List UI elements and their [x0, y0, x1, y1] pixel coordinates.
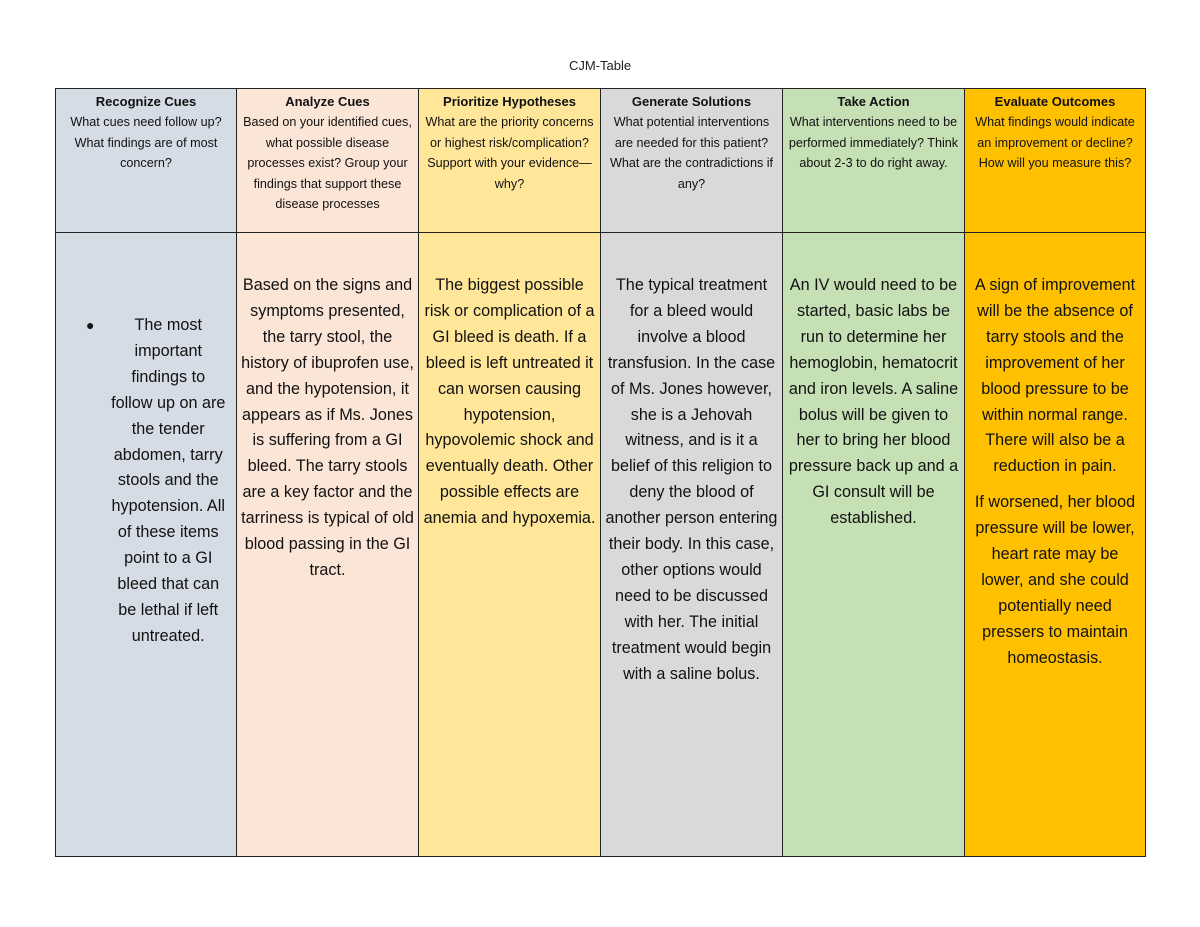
column-title: Evaluate Outcomes: [994, 94, 1116, 109]
table-header-row: [56, 89, 1146, 233]
body-cell-prioritize-hypotheses: [419, 233, 601, 857]
cell-text: Based on the signs and symptoms presented, the tarry stool, the history of ibuprofen use, and the hypotension, it appears as if Ms. Jones is suffering from a GI bleed. The tarry stools are a key factor and the tarriness is typical of old blood passing in the GI tract.: [241, 276, 414, 579]
header-cell-take-action: [783, 89, 965, 233]
body-cell-evaluate-outcomes: [965, 233, 1146, 857]
column-description: Based on your identified cues, what possible disease processes exist? Group your findings that support these disease processes: [243, 115, 412, 211]
cell-text: The most important findings to follow up on are the tender abdomen, tarry stools and the hypotension. All of these items point to a GI bleed that can be lethal if left untreated.: [111, 316, 226, 645]
column-description: What findings would indicate an improvement or decline? How will you measure this?: [975, 115, 1135, 170]
cell-text: If worsened, her blood pressure will be lower, heart rate may be lower, and she could potentially need pressers to maintain homeostasis.: [974, 493, 1136, 667]
column-description: What are the priority concerns or highest risk/complication? Support with your evidence—why?: [425, 115, 594, 191]
column-title: Prioritize Hypotheses: [443, 94, 576, 109]
document-title: CJM-Table: [568, 58, 632, 73]
header-cell-generate-solutions: [601, 89, 783, 233]
body-cell-generate-solutions: [601, 233, 783, 857]
column-description: What potential interventions are needed for this patient? What are the contradictions if any?: [609, 115, 774, 191]
cjm-table: [55, 88, 1146, 857]
column-title: Analyze Cues: [285, 94, 370, 109]
cell-text: An IV would need to be started, basic labs be run to determine her hemoglobin, hematocrit and iron levels. A saline bolus will be given to her to bring her blood pressure back up and a GI consult will be established.: [788, 276, 959, 528]
column-description: What cues need follow up? What findings are of most concern?: [70, 115, 222, 170]
bullet-list-item: [60, 313, 232, 650]
header-cell-evaluate-outcomes: [965, 89, 1146, 233]
cell-text: The biggest possible risk or complication of a GI bleed is death. If a bleed is left untreated it can worsen causing hypotension, hypovolemic shock and eventually death. Other possible effects are anemia and hypoxemia.: [423, 276, 596, 528]
header-cell-recognize-cues: [56, 89, 237, 233]
body-cell-analyze-cues: [237, 233, 419, 857]
table-body-row: [56, 233, 1146, 857]
body-cell-take-action: [783, 233, 965, 857]
header-cell-prioritize-hypotheses: [419, 89, 601, 233]
bullet-icon: ●: [86, 317, 95, 333]
column-description: What interventions need to be performed immediately? Think about 2-3 to do right away.: [788, 115, 959, 170]
column-title: Recognize Cues: [95, 94, 197, 109]
cell-text: The typical treatment for a bleed would involve a blood transfusion. In the case of Ms. Jones however, she is a Jehovah witness, and is it a belief of this religion to deny the blood of another person entering their body. In this case, other options would need to be discussed with her. The initial treatment would begin with a saline bolus.: [605, 276, 778, 683]
column-title: Generate Solutions: [631, 94, 752, 109]
header-cell-analyze-cues: [237, 89, 419, 233]
body-cell-recognize-cues: [56, 233, 237, 857]
column-title: Take Action: [837, 94, 910, 109]
cell-text: A sign of improvement will be the absence of tarry stools and the improvement of her blood pressure to be within normal range. There will also be a reduction in pain.: [974, 276, 1136, 476]
